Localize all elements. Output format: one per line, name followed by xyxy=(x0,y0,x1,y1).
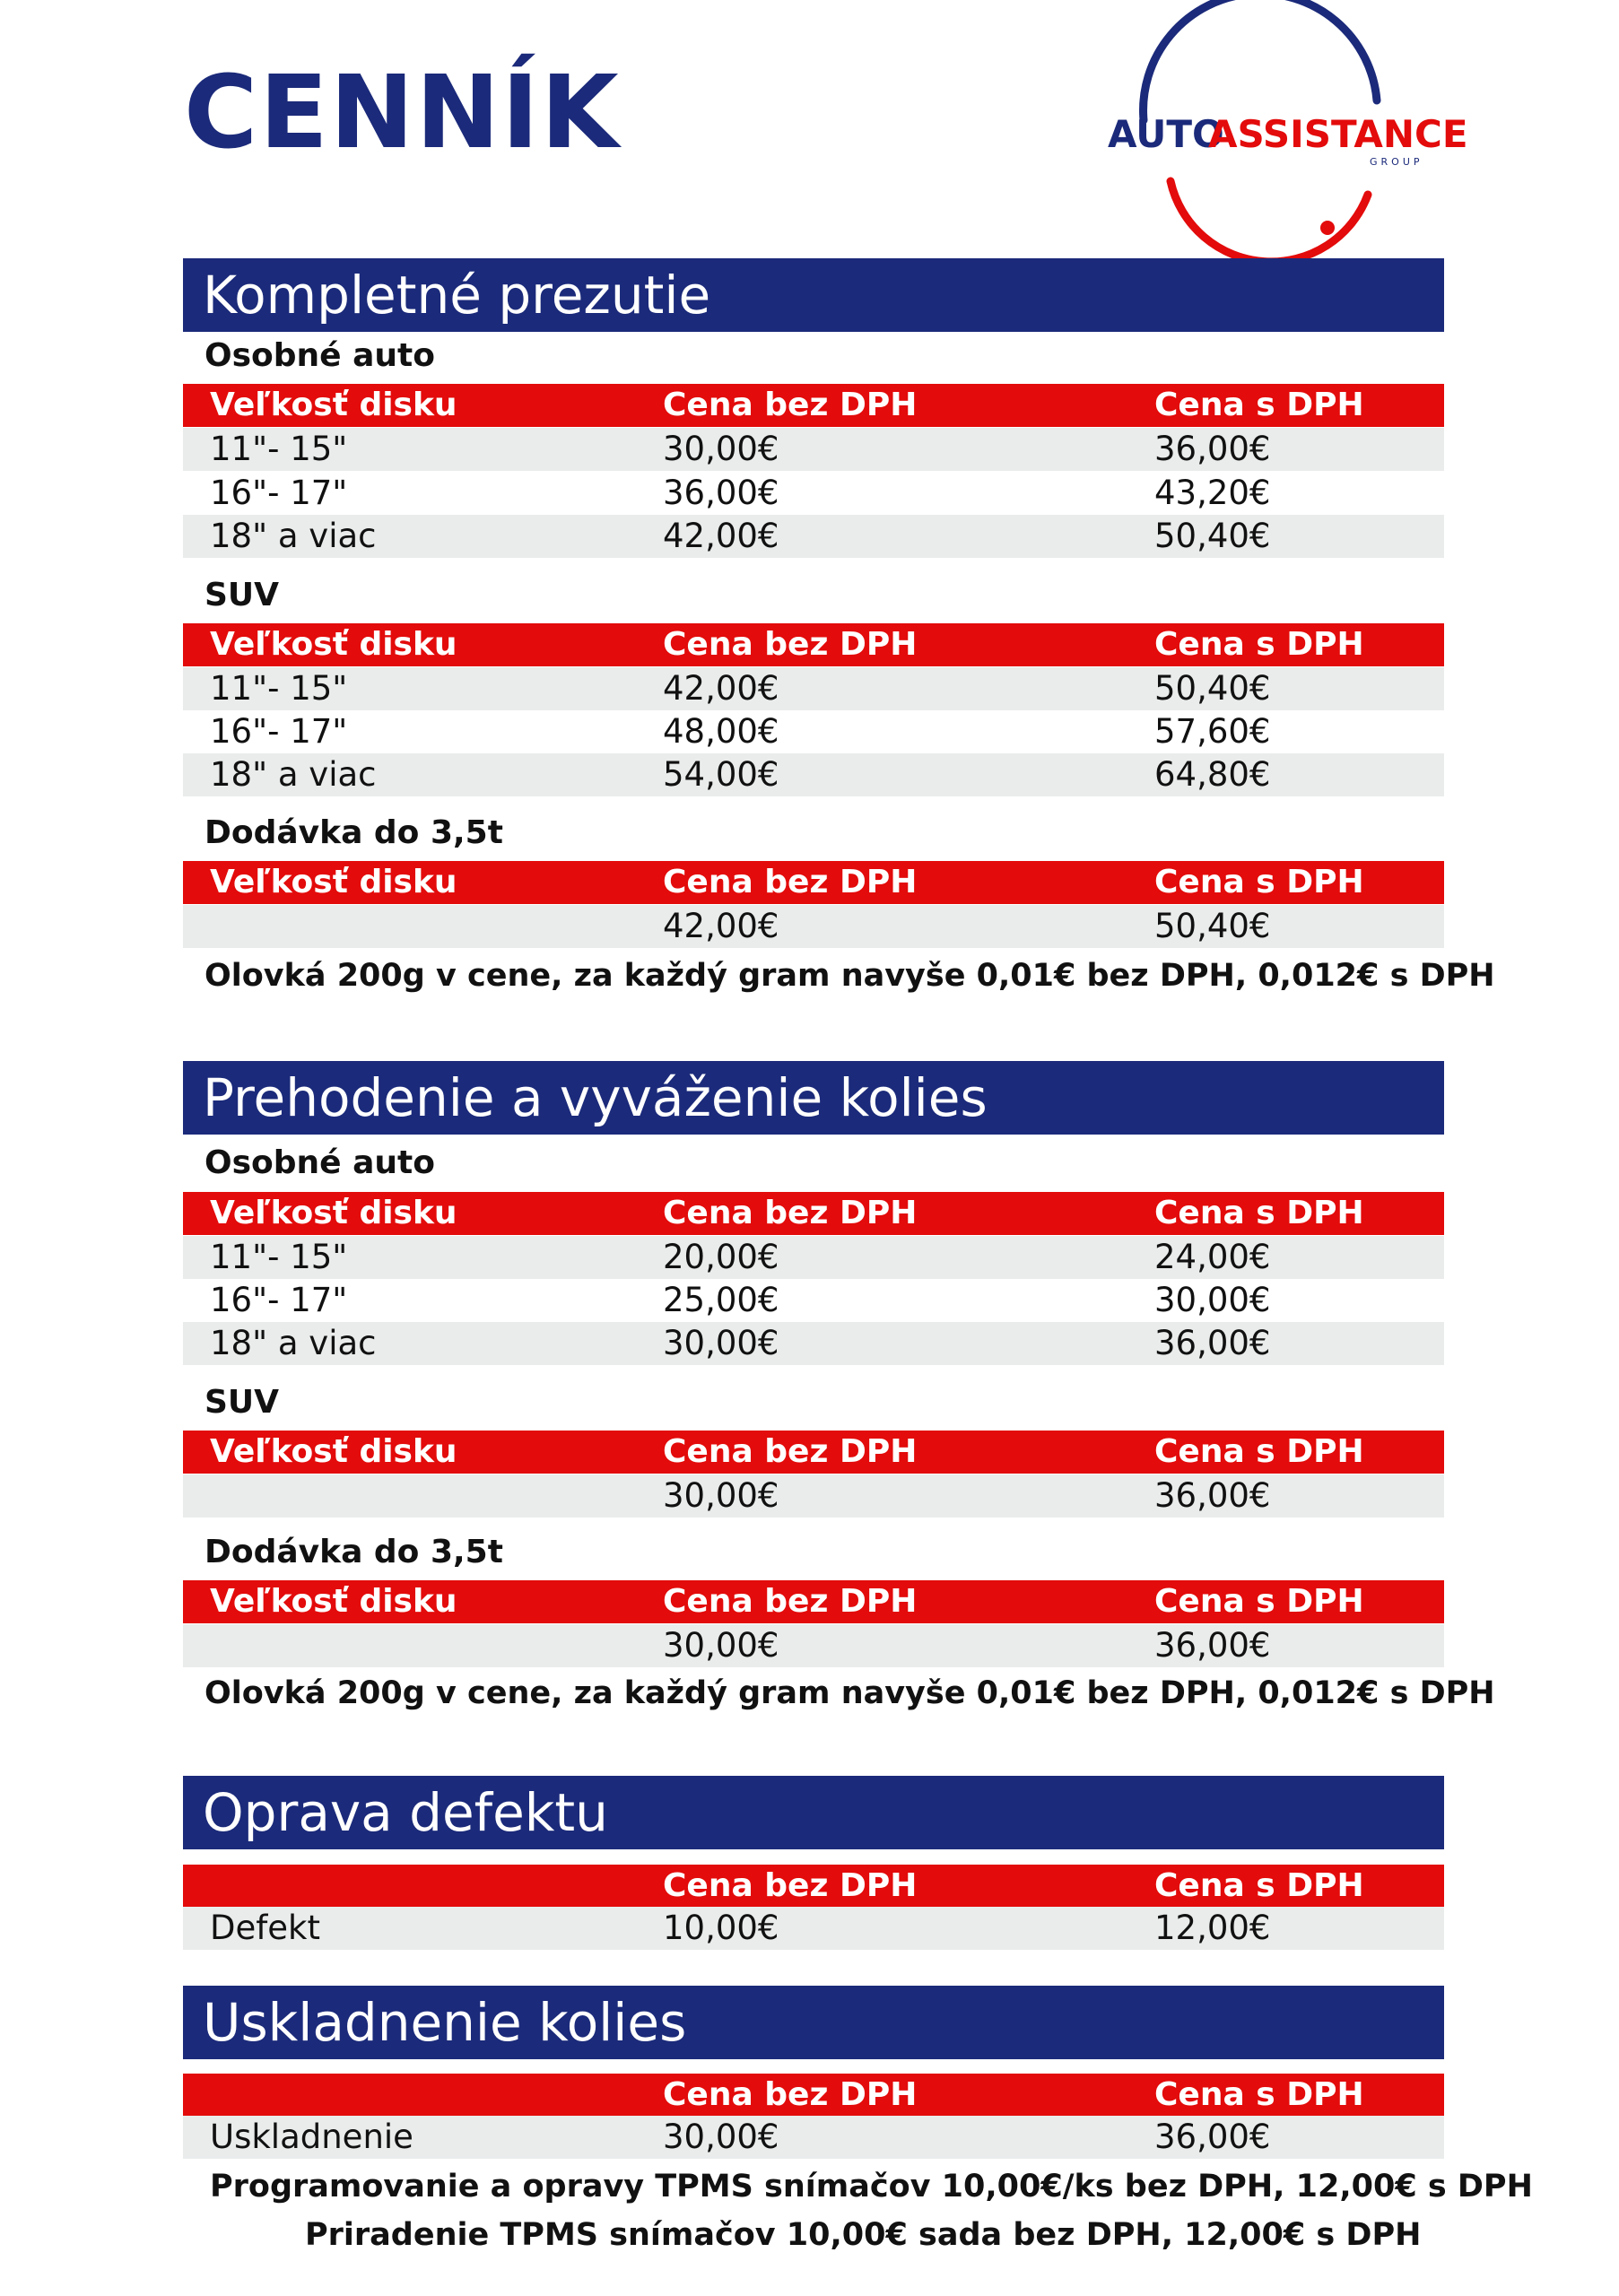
col-no-vat: Cena bez DPH xyxy=(663,626,918,663)
weights-note: Olovká 200g v cene, za každý gram navyše 0,01€ bez DPH, 0,012€ s DPH xyxy=(205,1675,1495,1711)
section-title: Uskladnenie kolies xyxy=(183,1986,1444,2059)
cell-no-vat: 30,00€ xyxy=(663,2118,779,2156)
col-with-vat: Cena s DPH xyxy=(1154,2076,1364,2113)
table-header xyxy=(183,861,1444,904)
cell-with-vat: 36,00€ xyxy=(1154,1626,1271,1665)
col-size: Veľkosť disku xyxy=(210,1195,457,1231)
cell-no-vat: 30,00€ xyxy=(663,430,779,468)
cell-with-vat: 36,00€ xyxy=(1154,430,1271,468)
table-row xyxy=(183,428,1444,471)
page-title: CENNÍK xyxy=(184,55,621,171)
col-with-vat: Cena s DPH xyxy=(1154,864,1364,900)
group-title: Dodávka do 3,5t xyxy=(205,814,503,851)
table-row xyxy=(183,753,1444,796)
tpms-pairing-note: Priradenie TPMS snímačov 10,00€ sada bez DPH, 12,00€ s DPH xyxy=(305,2217,1422,2253)
section-title: Prehodenie a vyváženie kolies xyxy=(183,1061,1444,1135)
group-title: Osobné auto xyxy=(205,337,435,374)
tpms-programming-note: Programovanie a opravy TPMS snímačov 10,00€/ks bez DPH, 12,00€ s DPH xyxy=(210,2169,1533,2205)
cell-size: 11"- 15" xyxy=(210,1238,348,1276)
col-no-vat: Cena bez DPH xyxy=(663,1195,918,1231)
cell-no-vat: 10,00€ xyxy=(663,1909,779,1947)
weights-note: Olovká 200g v cene, za každý gram navyše 0,01€ bez DPH, 0,012€ s DPH xyxy=(205,958,1495,994)
group-title: SUV xyxy=(205,577,280,613)
col-no-vat: Cena bez DPH xyxy=(663,864,918,900)
table-row xyxy=(183,472,1444,515)
cell-with-vat: 12,00€ xyxy=(1154,1909,1271,1947)
cell-size: 18" a viac xyxy=(210,755,377,794)
table-header xyxy=(183,1192,1444,1235)
col-size: Veľkosť disku xyxy=(210,1433,457,1470)
table-header xyxy=(183,623,1444,666)
cell-with-vat: 57,60€ xyxy=(1154,712,1271,751)
cell-size: 18" a viac xyxy=(210,1324,377,1362)
cell-size: 18" a viac xyxy=(210,517,377,555)
col-with-vat: Cena s DPH xyxy=(1154,1583,1364,1620)
col-with-vat: Cena s DPH xyxy=(1154,1867,1364,1904)
group-title: SUV xyxy=(205,1384,280,1421)
table-row xyxy=(183,1322,1444,1365)
group-title: Dodávka do 3,5t xyxy=(205,1534,503,1570)
cell-no-vat: 36,00€ xyxy=(663,474,779,512)
col-with-vat: Cena s DPH xyxy=(1154,626,1364,663)
cell-with-vat: 36,00€ xyxy=(1154,1324,1271,1362)
logo-ring-icon xyxy=(1108,38,1468,244)
col-no-vat: Cena bez DPH xyxy=(663,2076,918,2113)
table-row xyxy=(183,2116,1444,2159)
col-no-vat: Cena bez DPH xyxy=(663,1433,918,1470)
col-size: Veľkosť disku xyxy=(210,387,457,423)
cell-no-vat: 48,00€ xyxy=(663,712,779,751)
cell-with-vat: 50,40€ xyxy=(1154,517,1271,555)
col-size: Veľkosť disku xyxy=(210,626,457,663)
col-with-vat: Cena s DPH xyxy=(1154,1433,1364,1470)
cell-with-vat: 64,80€ xyxy=(1154,755,1271,794)
logo-tagline: GROUP xyxy=(1370,156,1423,168)
cell-no-vat: 42,00€ xyxy=(663,669,779,708)
table-row xyxy=(183,515,1444,558)
cell-no-vat: 42,00€ xyxy=(663,517,779,555)
table-row xyxy=(183,1907,1444,1950)
cell-size: 11"- 15" xyxy=(210,669,348,708)
cell-size: 16"- 17" xyxy=(210,712,348,751)
logo-word-auto: AUTO xyxy=(1108,112,1224,156)
cell-no-vat: 42,00€ xyxy=(663,907,779,945)
table-header xyxy=(183,1431,1444,1474)
table-row xyxy=(183,710,1444,753)
cell-no-vat: 54,00€ xyxy=(663,755,779,794)
cell-no-vat: 20,00€ xyxy=(663,1238,779,1276)
col-size: Veľkosť disku xyxy=(210,1583,457,1620)
cell-with-vat: 36,00€ xyxy=(1154,2118,1271,2156)
group-title: Osobné auto xyxy=(205,1144,435,1181)
cell-size: 16"- 17" xyxy=(210,474,348,512)
cell-no-vat: 30,00€ xyxy=(663,1324,779,1362)
logo-word-assistance: ASSISTANCE xyxy=(1208,112,1468,156)
cell-with-vat: 50,40€ xyxy=(1154,907,1271,945)
cell-label: Defekt xyxy=(210,1909,320,1947)
table-row xyxy=(183,905,1444,948)
cell-no-vat: 25,00€ xyxy=(663,1281,779,1319)
cell-with-vat: 50,40€ xyxy=(1154,669,1271,708)
col-size: Veľkosť disku xyxy=(210,864,457,900)
section-title: Kompletné prezutie xyxy=(183,258,1444,332)
table-row xyxy=(183,1279,1444,1322)
autoassistance-logo xyxy=(1108,38,1468,244)
cell-size: 11"- 15" xyxy=(210,430,348,468)
table-header xyxy=(183,384,1444,427)
table-row xyxy=(183,1474,1444,1518)
cell-with-vat: 43,20€ xyxy=(1154,474,1271,512)
cell-label: Uskladnenie xyxy=(210,2118,413,2156)
col-with-vat: Cena s DPH xyxy=(1154,387,1364,423)
section-title: Oprava defektu xyxy=(183,1776,1444,1849)
col-with-vat: Cena s DPH xyxy=(1154,1195,1364,1231)
col-no-vat: Cena bez DPH xyxy=(663,387,918,423)
col-no-vat: Cena bez DPH xyxy=(663,1867,918,1904)
table-row xyxy=(183,667,1444,710)
col-no-vat: Cena bez DPH xyxy=(663,1583,918,1620)
cell-with-vat: 36,00€ xyxy=(1154,1476,1271,1515)
table-row xyxy=(183,1624,1444,1667)
table-header xyxy=(183,2074,1444,2117)
cell-with-vat: 30,00€ xyxy=(1154,1281,1271,1319)
cell-no-vat: 30,00€ xyxy=(663,1476,779,1515)
cell-no-vat: 30,00€ xyxy=(663,1626,779,1665)
table-row xyxy=(183,1236,1444,1279)
table-header xyxy=(183,1580,1444,1623)
cell-size: 16"- 17" xyxy=(210,1281,348,1319)
table-header xyxy=(183,1865,1444,1908)
cell-with-vat: 24,00€ xyxy=(1154,1238,1271,1276)
